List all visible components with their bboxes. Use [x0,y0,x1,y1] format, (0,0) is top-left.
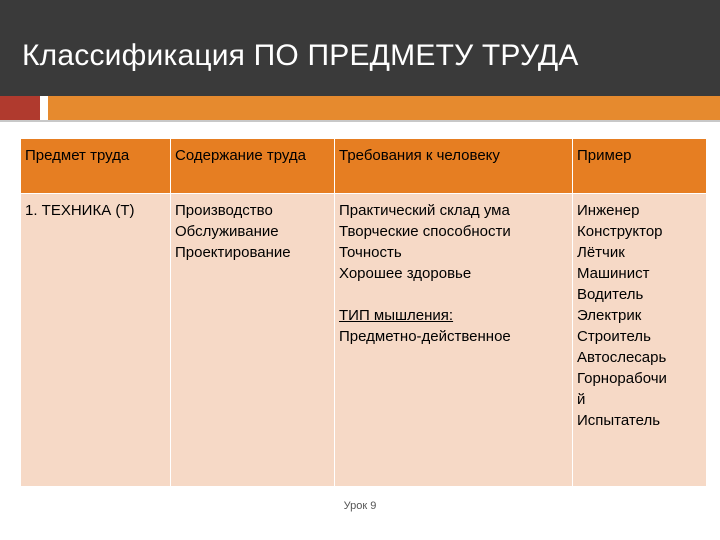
requirement-item: Хорошее здоровье [339,265,472,282]
title-band [0,0,720,96]
header-subject: Предмет труда [21,139,171,194]
cell-requirements [335,194,573,487]
content-item: Обслуживание [175,223,279,240]
header-example: Пример [573,139,707,194]
example-item: Лётчик [577,244,625,261]
example-item: Испытатель [577,412,661,429]
example-item: й [577,391,586,408]
example-item: Инженер [577,202,640,219]
content-item: Проектирование [175,244,291,261]
cell-subject [21,194,171,487]
example-item: Автослесарь [577,349,667,366]
example-item: Электрик [577,307,642,324]
cell-examples [573,194,707,487]
requirement-item: Практический склад ума [339,202,510,219]
table-row [21,194,707,487]
example-item: Водитель [577,286,644,303]
subject-text: 1. ТЕХНИКА (Т) [25,202,135,219]
example-item: Горнорабочи [577,370,667,387]
example-item: Строитель [577,328,651,345]
cell-content [171,194,335,487]
requirement-item: Точность [339,244,402,261]
accent-bar-red [0,96,40,120]
accent-divider [0,120,720,122]
classification-table [20,138,707,487]
thinking-type-label: ТИП мышления: [339,307,454,324]
example-item: Машинист [577,265,650,282]
requirement-item: Творческие способности [339,223,511,240]
slide-title: Классификация ПО ПРЕДМЕТУ ТРУДА [22,39,579,72]
accent-bar-orange [48,96,720,120]
content-item: Производство [175,202,273,219]
header-content: Содержание труда [171,139,335,194]
thinking-type-value: Предметно-действенное [339,328,511,345]
table-header-row [21,139,707,194]
slide-footer: Урок 9 [343,500,377,512]
example-item: Конструктор [577,223,663,240]
header-requirements: Требования к человеку [335,139,573,194]
